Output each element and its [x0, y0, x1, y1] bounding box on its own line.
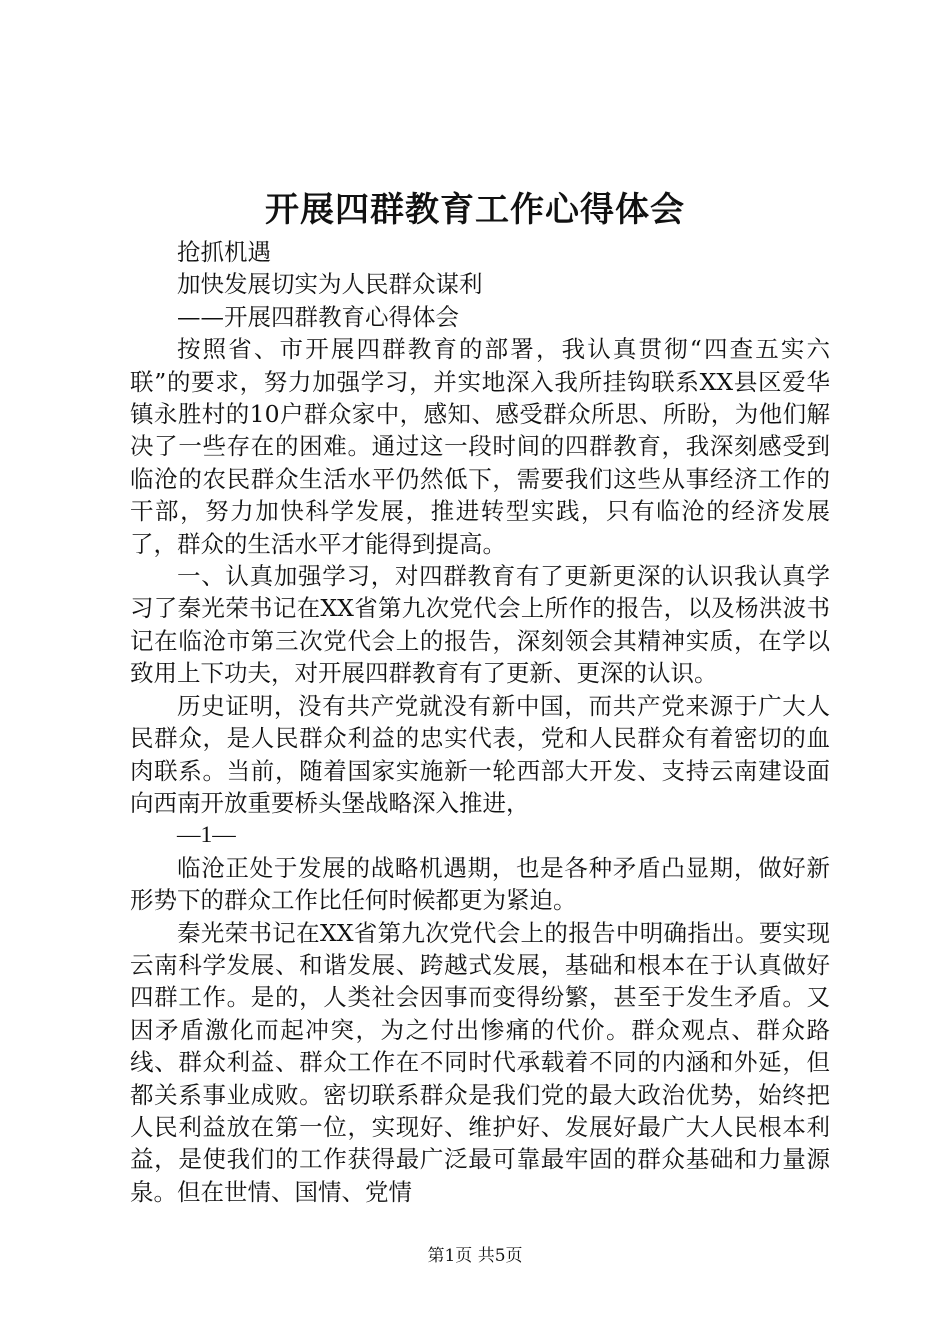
paragraph-opportunity: 临沧正处于发展的战略机遇期，也是各种矛盾凸显期，做好新形势下的群众工作比任何时候都更为紧迫。	[130, 853, 830, 915]
document-body	[130, 236, 830, 1208]
paragraph-report: 秦光荣书记在XX省第九次党代会上的报告中明确指出。要实现云南科学发展、和谐发展、跨越式发展，基础和根本在于认真做好四群工作。是的，人类社会因事而变得纷繁，甚至于发生矛盾。又因矛盾激化而起冲突，为之付出惨痛的代价。群众观点、群众路线、群众利益、群众工作在不同时代承载着不同的内涵和外延，但都关系事业成败。密切联系群众是我们党的最大政治优势，始终把人民利益放在第一位，实现好、维护好、发展好最广大人民根本利益，是使我们的工作获得最广泛最可靠最牢固的群众基础和力量源泉。但在世情、国情、党情	[130, 918, 830, 1206]
paragraph-section-1: 一、认真加强学习，对四群教育有了更新更深的认识我认真学习了秦光荣书记在XX省第九次党代会上所作的报告，以及杨洪波书记在临沧市第三次党代会上的报告，深刻领会其精神实质，在学以致用上下功夫，对开展四群教育有了更新、更深的认识。	[130, 562, 830, 688]
page-footer: 第1页 共5页	[427, 1246, 523, 1266]
document-title: 开展四群教育工作心得体会	[265, 190, 685, 230]
paragraph-history: 历史证明，没有共产党就没有新中国，而共产党来源于广大人民群众，是人民群众利益的忠实代表，党和人民群众有着密切的血肉联系。当前，随着国家实施新一轮西部大开发、支持云南建设面向西南开放重要桥头堡战略深入推进，	[130, 691, 830, 817]
paragraph-intro: 按照省、市开展四群教育的部署，我认真贯彻“四查五实六联”的要求，努力加强学习，并实地深入我所挂钩联系XX县区爱华镇永胜村的10户群众家中，感知、感受群众所思、所盼，为他们解决了一些存在的困难。通过这一段时间的四群教育，我深刻感受到临沧的农民群众生活水平仍然低下，需要我们这些从事经济工作的干部，努力加快科学发展，推进转型实践，只有临沧的经济发展了，群众的生活水平才能得到提高。	[130, 335, 830, 558]
subtitle-line-1: 抢抓机遇	[177, 238, 271, 266]
inline-page-marker: —1—	[177, 822, 236, 849]
subtitle-line-2: 加快发展切实为人民群众谋利	[177, 270, 483, 299]
subtitle-line-3: ——开展四群教育心得体会	[177, 302, 459, 331]
